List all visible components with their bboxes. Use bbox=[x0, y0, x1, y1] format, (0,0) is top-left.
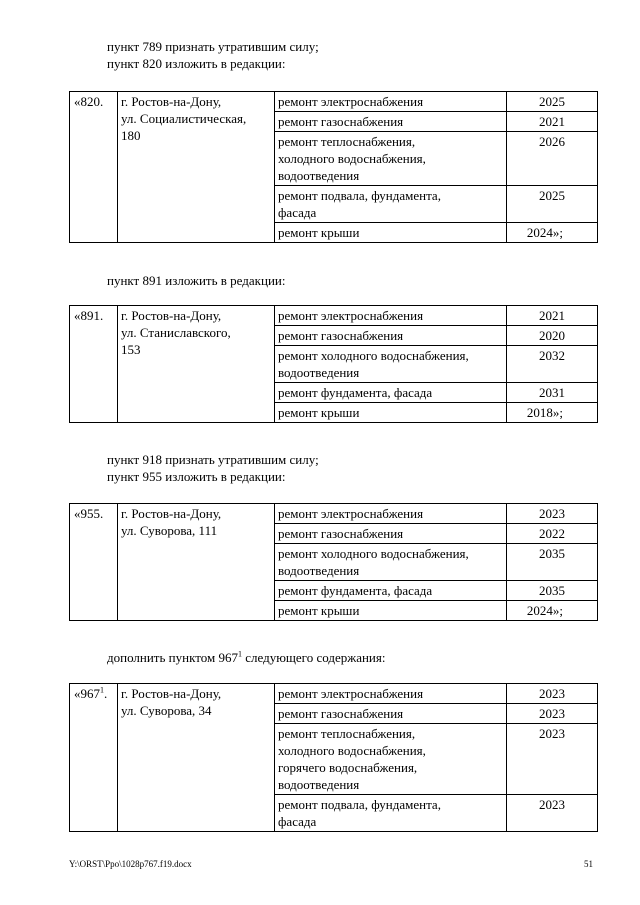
item-number: «820. bbox=[70, 92, 118, 243]
work-year: 2024»; bbox=[507, 223, 598, 243]
superscript: 1 bbox=[237, 649, 242, 659]
work-line: ремонт холодного водоснабжения, bbox=[278, 546, 469, 561]
table-item-820 bbox=[69, 91, 598, 243]
work-year: 2024»; bbox=[507, 601, 598, 621]
superscript: 1 bbox=[100, 685, 104, 695]
paragraph-text: дополнить пунктом 967 bbox=[107, 650, 238, 665]
address-cell bbox=[118, 684, 275, 832]
work-type bbox=[275, 795, 507, 832]
work-type: ремонт газоснабжения bbox=[275, 326, 507, 346]
work-line: водоотведения bbox=[278, 563, 360, 578]
paragraph-967 bbox=[107, 649, 385, 666]
paragraph-text: следующего содержания: bbox=[241, 650, 386, 665]
work-year: 2025 bbox=[507, 92, 598, 112]
paragraph-891 bbox=[107, 272, 285, 289]
work-year: 2035 bbox=[507, 581, 598, 601]
item-number-text: «967 bbox=[74, 686, 100, 701]
work-line: ремонт подвала, фундамента, bbox=[278, 188, 441, 203]
work-type: ремонт электроснабжения bbox=[275, 504, 507, 524]
work-type: ремонт газоснабжения bbox=[275, 524, 507, 544]
item-number: «955. bbox=[70, 504, 118, 621]
work-type: ремонт электроснабжения bbox=[275, 92, 507, 112]
work-line: водоотведения bbox=[278, 168, 360, 183]
work-type: ремонт газоснабжения bbox=[275, 112, 507, 132]
work-year: 2031 bbox=[507, 383, 598, 403]
address-line: ул. Суворова, 34 bbox=[121, 703, 212, 718]
work-year: 2032 bbox=[507, 346, 598, 383]
paragraph-line bbox=[107, 649, 385, 666]
work-type: ремонт фундамента, фасада bbox=[275, 581, 507, 601]
table-row bbox=[70, 504, 598, 524]
work-type bbox=[275, 724, 507, 795]
address-line: ул. Станиславского, bbox=[121, 325, 231, 340]
work-line: фасада bbox=[278, 814, 317, 829]
work-year: 2023 bbox=[507, 704, 598, 724]
address-line: г. Ростов-на-Дону, bbox=[121, 308, 222, 323]
address-cell bbox=[118, 92, 275, 243]
work-type bbox=[275, 544, 507, 581]
work-type: ремонт крыши bbox=[275, 403, 507, 423]
intro-line-2: пункт 820 изложить в редакции: bbox=[107, 56, 286, 71]
work-type: ремонт крыши bbox=[275, 601, 507, 621]
work-line: ремонт теплоснабжения, bbox=[278, 726, 416, 741]
work-year: 2023 bbox=[507, 684, 598, 704]
work-year: 2023 bbox=[507, 795, 598, 832]
work-line: водоотведения bbox=[278, 777, 360, 792]
intro-line-1: пункт 789 признать утратившим силу; bbox=[107, 39, 319, 54]
paragraph-918-955 bbox=[107, 451, 319, 485]
address-line: г. Ростов-на-Дону, bbox=[121, 686, 222, 701]
address-line: ул. Социалистическая, bbox=[121, 111, 247, 126]
work-line: горячего водоснабжения, bbox=[278, 760, 418, 775]
footer-page-number: 51 bbox=[584, 859, 593, 869]
work-year: 2023 bbox=[507, 504, 598, 524]
address-line: ул. Суворова, 111 bbox=[121, 523, 218, 538]
paragraph-line: пункт 918 признать утратившим силу; bbox=[107, 452, 319, 467]
item-number: «891. bbox=[70, 306, 118, 423]
paragraph-line: пункт 891 изложить в редакции: bbox=[107, 273, 286, 288]
work-type: ремонт газоснабжения bbox=[275, 704, 507, 724]
work-year: 2022 bbox=[507, 524, 598, 544]
work-line: водоотведения bbox=[278, 365, 360, 380]
item-number bbox=[70, 684, 118, 832]
work-year: 2020 bbox=[507, 326, 598, 346]
footer-file-path: Y:\ORST\Ppo\1028p767.f19.docx bbox=[69, 859, 192, 869]
intro-paragraph bbox=[107, 38, 319, 72]
work-line: ремонт холодного водоснабжения, bbox=[278, 348, 469, 363]
work-type: ремонт фундамента, фасада bbox=[275, 383, 507, 403]
work-year: 2026 bbox=[507, 132, 598, 186]
work-line: ремонт подвала, фундамента, bbox=[278, 797, 441, 812]
item-number-suffix: . bbox=[104, 686, 108, 701]
table-item-891 bbox=[69, 305, 598, 423]
address-cell bbox=[118, 504, 275, 621]
work-type: ремонт крыши bbox=[275, 223, 507, 243]
work-line: фасада bbox=[278, 205, 317, 220]
work-type bbox=[275, 346, 507, 383]
work-year: 2023 bbox=[507, 724, 598, 795]
address-line: г. Ростов-на-Дону, bbox=[121, 94, 222, 109]
table-row bbox=[70, 306, 598, 326]
work-year: 2018»; bbox=[507, 403, 598, 423]
work-type bbox=[275, 132, 507, 186]
table-row bbox=[70, 684, 598, 704]
work-year: 2021 bbox=[507, 306, 598, 326]
work-line: холодного водоснабжения, bbox=[278, 743, 426, 758]
work-line: ремонт теплоснабжения, bbox=[278, 134, 416, 149]
work-type: ремонт электроснабжения bbox=[275, 306, 507, 326]
table-row bbox=[70, 92, 598, 112]
work-type: ремонт электроснабжения bbox=[275, 684, 507, 704]
work-line: холодного водоснабжения, bbox=[278, 151, 426, 166]
work-year: 2035 bbox=[507, 544, 598, 581]
table-item-955 bbox=[69, 503, 598, 621]
work-year: 2025 bbox=[507, 186, 598, 223]
address-line: г. Ростов-на-Дону, bbox=[121, 506, 222, 521]
address-line: 153 bbox=[121, 342, 141, 357]
paragraph-line: пункт 955 изложить в редакции: bbox=[107, 469, 286, 484]
address-cell bbox=[118, 306, 275, 423]
work-year: 2021 bbox=[507, 112, 598, 132]
address-line: 180 bbox=[121, 128, 141, 143]
table-item-967-1 bbox=[69, 683, 598, 832]
work-type bbox=[275, 186, 507, 223]
